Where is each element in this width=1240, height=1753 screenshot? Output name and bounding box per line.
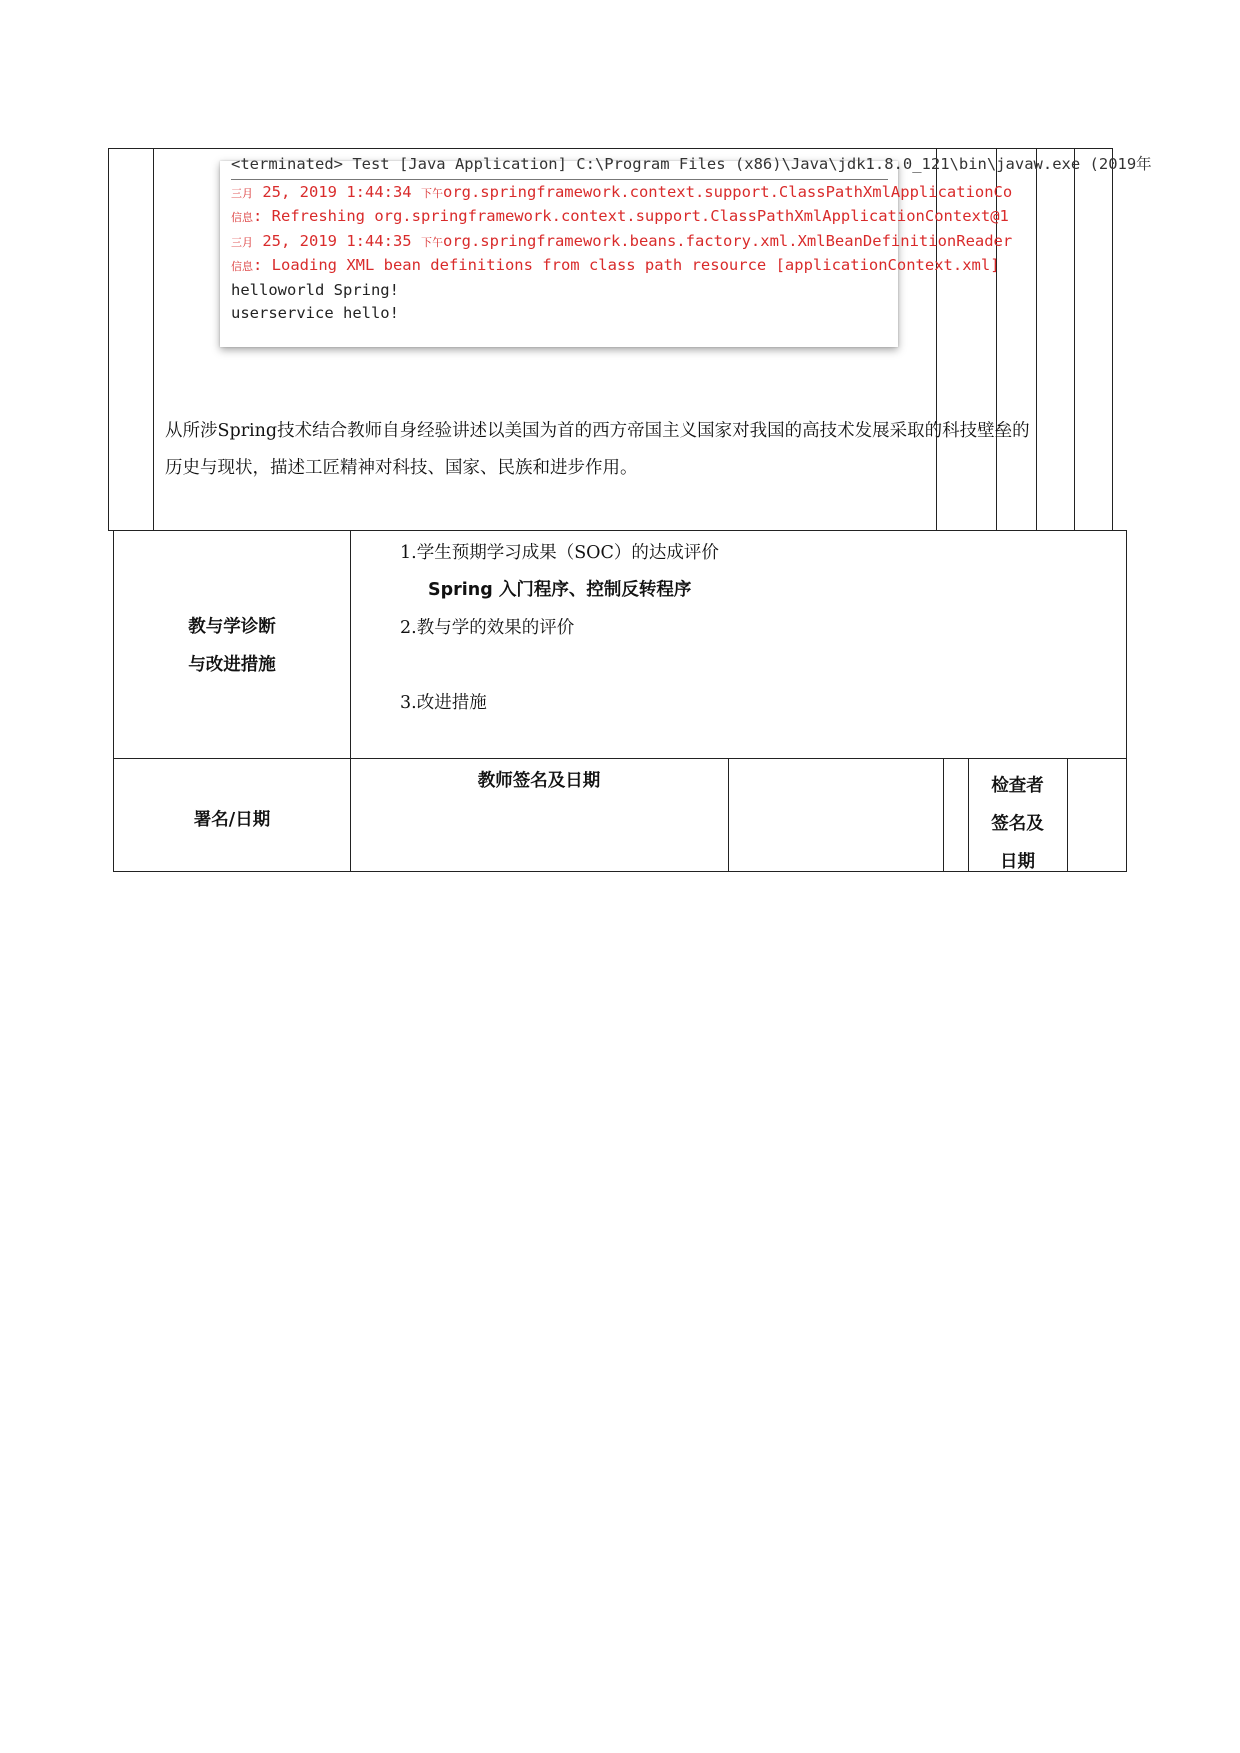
log-class: org.springframework.beans.factory.xml.XmlBeanDefinitionReader bbox=[442, 231, 1013, 250]
column-divider bbox=[728, 758, 729, 871]
soc-evaluation-item: 1.学生预期学习成果（SOC）的达成评价 bbox=[400, 543, 719, 563]
effect-evaluation-item: 2.教与学的效果的评价 bbox=[400, 618, 575, 638]
checker-label-line: 日期 bbox=[1000, 852, 1035, 872]
column-divider bbox=[943, 758, 944, 871]
log-class: org.springframework.context.support.ClassPathXmlApplicationCo bbox=[442, 182, 1013, 201]
column-divider bbox=[350, 531, 351, 871]
log-ampm: 下午 bbox=[420, 186, 443, 200]
console-output-line: userservice hello! bbox=[231, 304, 399, 322]
column-divider bbox=[1067, 758, 1068, 871]
log-text: : Refreshing org.springframework.context.support.ClassPathXmlApplicationContext@1 bbox=[253, 207, 1009, 225]
row-divider bbox=[114, 758, 1126, 759]
checker-label-line: 签名及 bbox=[991, 814, 1044, 834]
log-level-label: 信息 bbox=[231, 211, 253, 224]
console-header-rule bbox=[231, 179, 888, 180]
diagnosis-table bbox=[113, 530, 1127, 872]
console-header: <terminated> Test [Java Application] C:\Program Files (x86)\Java\jdk1.8.0_121\bin\javaw.exe (2019年 bbox=[231, 155, 1152, 173]
diagnosis-label bbox=[114, 608, 350, 684]
console-output-line: helloworld Spring! bbox=[231, 280, 399, 299]
console-log-line bbox=[220, 205, 1009, 230]
log-date-label: 三月 bbox=[231, 186, 253, 200]
checker-label-line: 检查者 bbox=[991, 776, 1044, 796]
log-level-label: 信息 bbox=[231, 260, 253, 273]
console-log-line bbox=[220, 230, 1013, 255]
log-date-label: 三月 bbox=[231, 235, 253, 249]
content-table bbox=[108, 148, 1152, 531]
console-screenshot bbox=[220, 155, 1152, 347]
log-text: 25, 2019 1:44:34 bbox=[253, 182, 421, 201]
column-divider bbox=[153, 149, 154, 530]
signature-label: 署名/日期 bbox=[193, 810, 271, 830]
console-log-line bbox=[220, 254, 1000, 279]
log-ampm: 下午 bbox=[420, 235, 443, 249]
checker-signature-label bbox=[968, 767, 1067, 881]
log-text: 25, 2019 1:44:35 bbox=[253, 231, 421, 250]
improvement-item: 3.改进措施 bbox=[400, 693, 487, 713]
soc-evaluation-detail: Spring 入门程序、控制反转程序 bbox=[428, 580, 692, 600]
diagnosis-label-line: 与改进措施 bbox=[188, 655, 276, 675]
console-log-line bbox=[220, 181, 1013, 206]
log-text: : Loading XML bean definitions from class path resource [applicationContext.xml] bbox=[253, 256, 1000, 274]
teacher-signature-label: 教师签名及日期 bbox=[477, 771, 601, 791]
diagnosis-label-line: 教与学诊断 bbox=[188, 617, 276, 637]
column-divider bbox=[1074, 149, 1075, 530]
ideology-paragraph: 从所涉Spring技术结合教师自身经验讲述以美国为首的西方帝国主义国家对我国的高技术发展采取的科技壁垒的历史与现状，描述工匠精神对科技、国家、民族和进步作用。 bbox=[165, 421, 1030, 478]
